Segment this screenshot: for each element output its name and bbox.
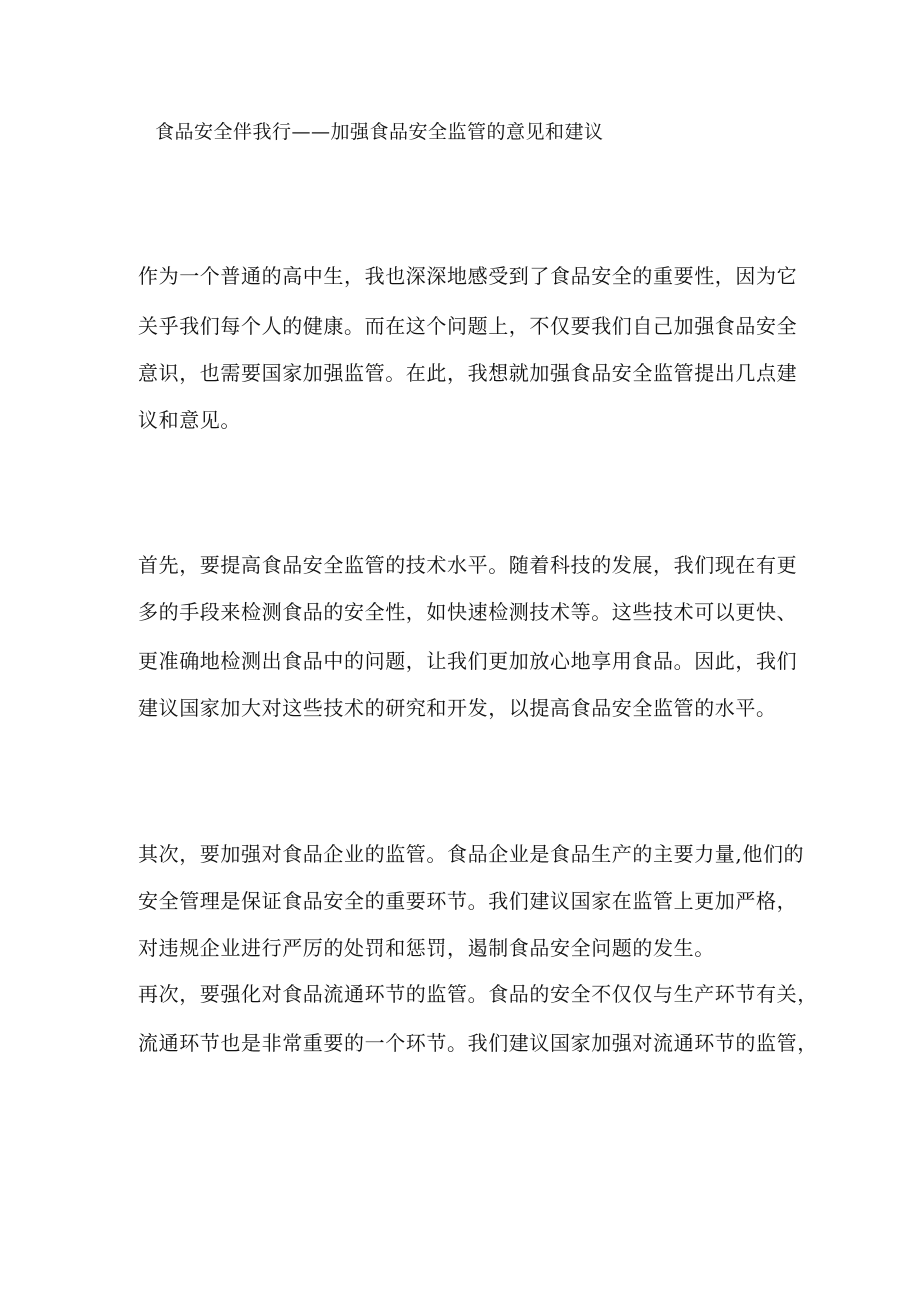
- paragraph-2-line-3: 更准确地检测出食品中的问题，让我们更加放心地享用食品。因此，我们: [138, 649, 798, 673]
- paragraph-3-line-2: 安全管理是保证食品安全的重要环节。我们建议国家在监管上更加严格，: [138, 889, 798, 913]
- paragraph-3-line-1: 其次，要加强对食品企业的监管。食品企业是食品生产的主要力量,他们的: [138, 842, 805, 866]
- paragraph-1-line-3: 意识，也需要国家加强监管。在此，我想就加强食品安全监管提出几点建: [138, 361, 798, 385]
- paragraph-2-line-2: 多的手段来检测食品的安全性，如快速检测技术等。这些技术可以更快、: [138, 600, 798, 624]
- paragraph-3-line-5: 流通环节也是非常重要的一个环节。我们建议国家加强对流通环节的监管，: [138, 1031, 818, 1055]
- paragraph-2-line-1: 首先，要提高食品安全监管的技术水平。随着科技的发展，我们现在有更: [138, 553, 798, 577]
- document-title: 食品安全伴我行——加强食品安全监管的意见和建议: [155, 121, 604, 143]
- paragraph-1-line-4: 议和意见。: [138, 408, 241, 432]
- paragraph-1-line-2: 关乎我们每个人的健康。而在这个问题上，不仅要我们自己加强食品安全: [138, 314, 798, 338]
- paragraph-3-line-3: 对违规企业进行严厉的处罚和惩罚，遏制食品安全问题的发生。: [138, 936, 715, 960]
- paragraph-1-line-1: 作为一个普通的高中生，我也深深地感受到了食品安全的重要性，因为它: [138, 264, 798, 288]
- paragraph-3-line-4: 再次，要强化对食品流通环节的监管。食品的安全不仅仅与生产环节有关，: [138, 982, 818, 1006]
- paragraph-2-line-4: 建议国家加大对这些技术的研究和开发，以提高食品安全监管的水平。: [138, 696, 777, 720]
